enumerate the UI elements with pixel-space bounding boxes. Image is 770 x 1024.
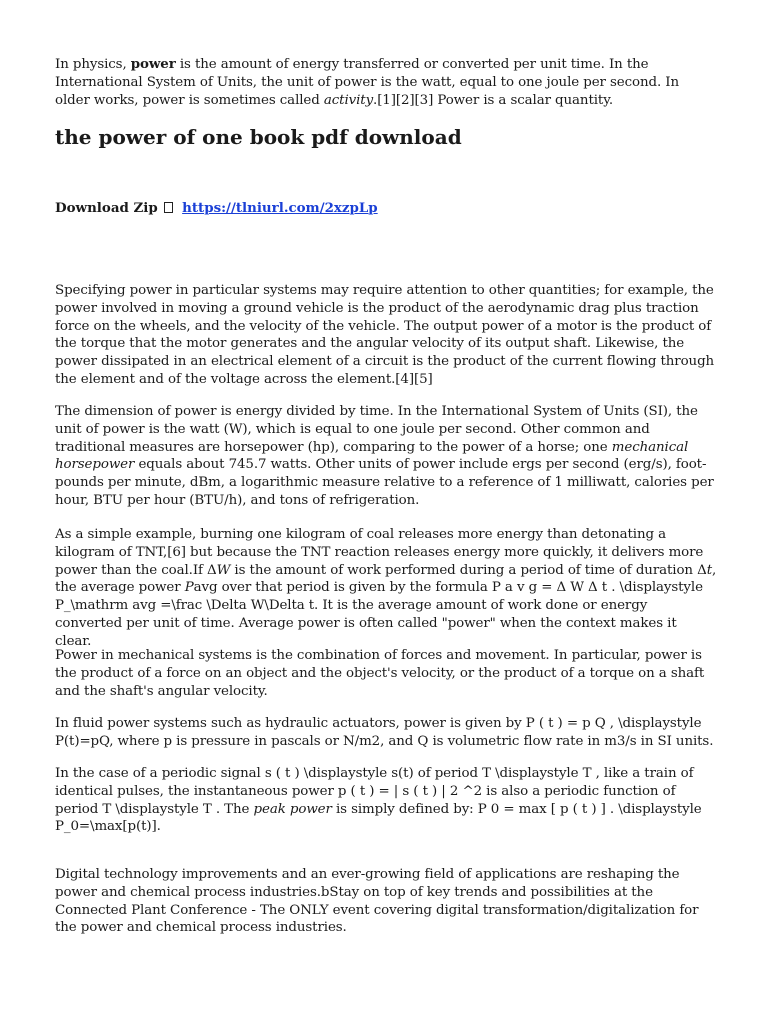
paragraph-text: is the amount of work performed during a period of time of duration Δ <box>230 562 707 578</box>
paragraph-text: The dimension of power is energy divided by time. In the International System of Units (SI), the unit of power is the watt (W), which is equal to one joule per second. Other common and traditional measures are horsepower (hp), comparing to the power of a horse; one <box>55 404 698 455</box>
paragraph-italic-term: mechanical horsepower <box>55 439 689 473</box>
paragraph-text: As a simple example, burning one kilogram of coal releases more energy than detonating a kilogram of TNT,[6] but because the TNT reaction releases energy more quickly, it delivers more power than the coal.If Δ <box>55 527 704 578</box>
paragraph-fluid-power: In fluid power systems such as hydraulic actuators, power is given by P ( t ) = p Q , \displaystyle P(t)=pQ, where p is pressure in pascals or N/m2, and Q is volumetric flow rate in m3/s in SI units. <box>55 716 714 749</box>
intro-bold-term: power <box>130 56 176 72</box>
paragraph-text: , the average power <box>55 562 717 596</box>
paragraph-mechanical-systems: Power in mechanical systems is the combination of forces and movement. In particular, power is the product of a force on an object and the object's velocity, or the product of a torque on a shaft and the shaft's angular velocity. <box>55 648 705 699</box>
download-label: Download Zip <box>55 200 158 216</box>
intro-text: .[1][2][3] Power is a scalar quantity. <box>373 92 614 108</box>
paragraph-text: In the case of a periodic signal s ( t ) \displaystyle s(t) of period T \displaystyle T , like a train of identical pulses, the instantaneous power p ( t ) = | s ( t ) | 2 ^2 is also a periodic function of period T \displaystyle T . The <box>55 766 694 817</box>
paragraph-digital-technology: Digital technology improvements and an ever-growing field of applications are reshaping the power and chemical process industries.bStay on top of key trends and possibilities at the Connected Plant Conference - The ONLY event covering digital transformation/digitalization for the power and chemical process industries. <box>55 867 699 936</box>
intro-paragraph <box>55 56 717 109</box>
intro-text: In physics, <box>55 57 131 72</box>
intro-text: is the amount of energy transferred or converted per unit time. In the International System of Units, the unit of power is the watt, equal to one joule per second. In older works, power is sometimes called <box>55 57 679 108</box>
download-line <box>55 199 378 217</box>
download-link[interactable]: https://tlniurl.com/2xzpLp <box>182 200 378 216</box>
paragraph-text: is simply defined by: P 0 = max [ p ( t ) ] . \displaystyle P_0=\max[p(t)]. <box>55 801 702 835</box>
page-title: the power of one book pdf download <box>55 125 462 149</box>
missing-glyph-icon <box>164 202 173 213</box>
paragraph-text: equals about 745.7 watts. Other units of power include ergs per second (erg/s), foot-pounds per minute, dBm, a logarithmic measure relative to a reference of 1 milliwatt, calories per hour, BTU per hour (BTU/h), and tons of refrigeration. <box>55 457 714 508</box>
paragraph-dimension-of-power <box>55 403 717 510</box>
paragraph-simple-example <box>55 526 717 651</box>
intro-italic-term: activity <box>323 92 374 108</box>
paragraph-italic-term: peak power <box>253 801 332 817</box>
math-variable: W <box>216 562 231 578</box>
math-variable: t <box>706 562 712 578</box>
paragraph-specifying-power: Specifying power in particular systems may require attention to other quantities; for example, the power involved in moving a ground vehicle is the product of the aerodynamic drag plus traction force on the wheels, and the velocity of the vehicle. The output power of a motor is the product of the torque that the motor generates and the angular velocity of its output shaft. Likewise, the power dissipated in an electrical element of a circuit is the product of the current flowing through the element and of the voltage across the element.[4][5] <box>55 283 715 387</box>
paragraph-periodic-signal <box>55 765 717 836</box>
math-variable: P <box>184 580 194 596</box>
paragraph-text: avg over that period is given by the formula P a v g = Δ W Δ t . \displaystyle P_\mathrm avg =\frac \Delta W\Delta t. It is the average amount of work done or energy converted per unit of time. Average power is often called "power" when the context makes it clear. <box>55 580 703 649</box>
